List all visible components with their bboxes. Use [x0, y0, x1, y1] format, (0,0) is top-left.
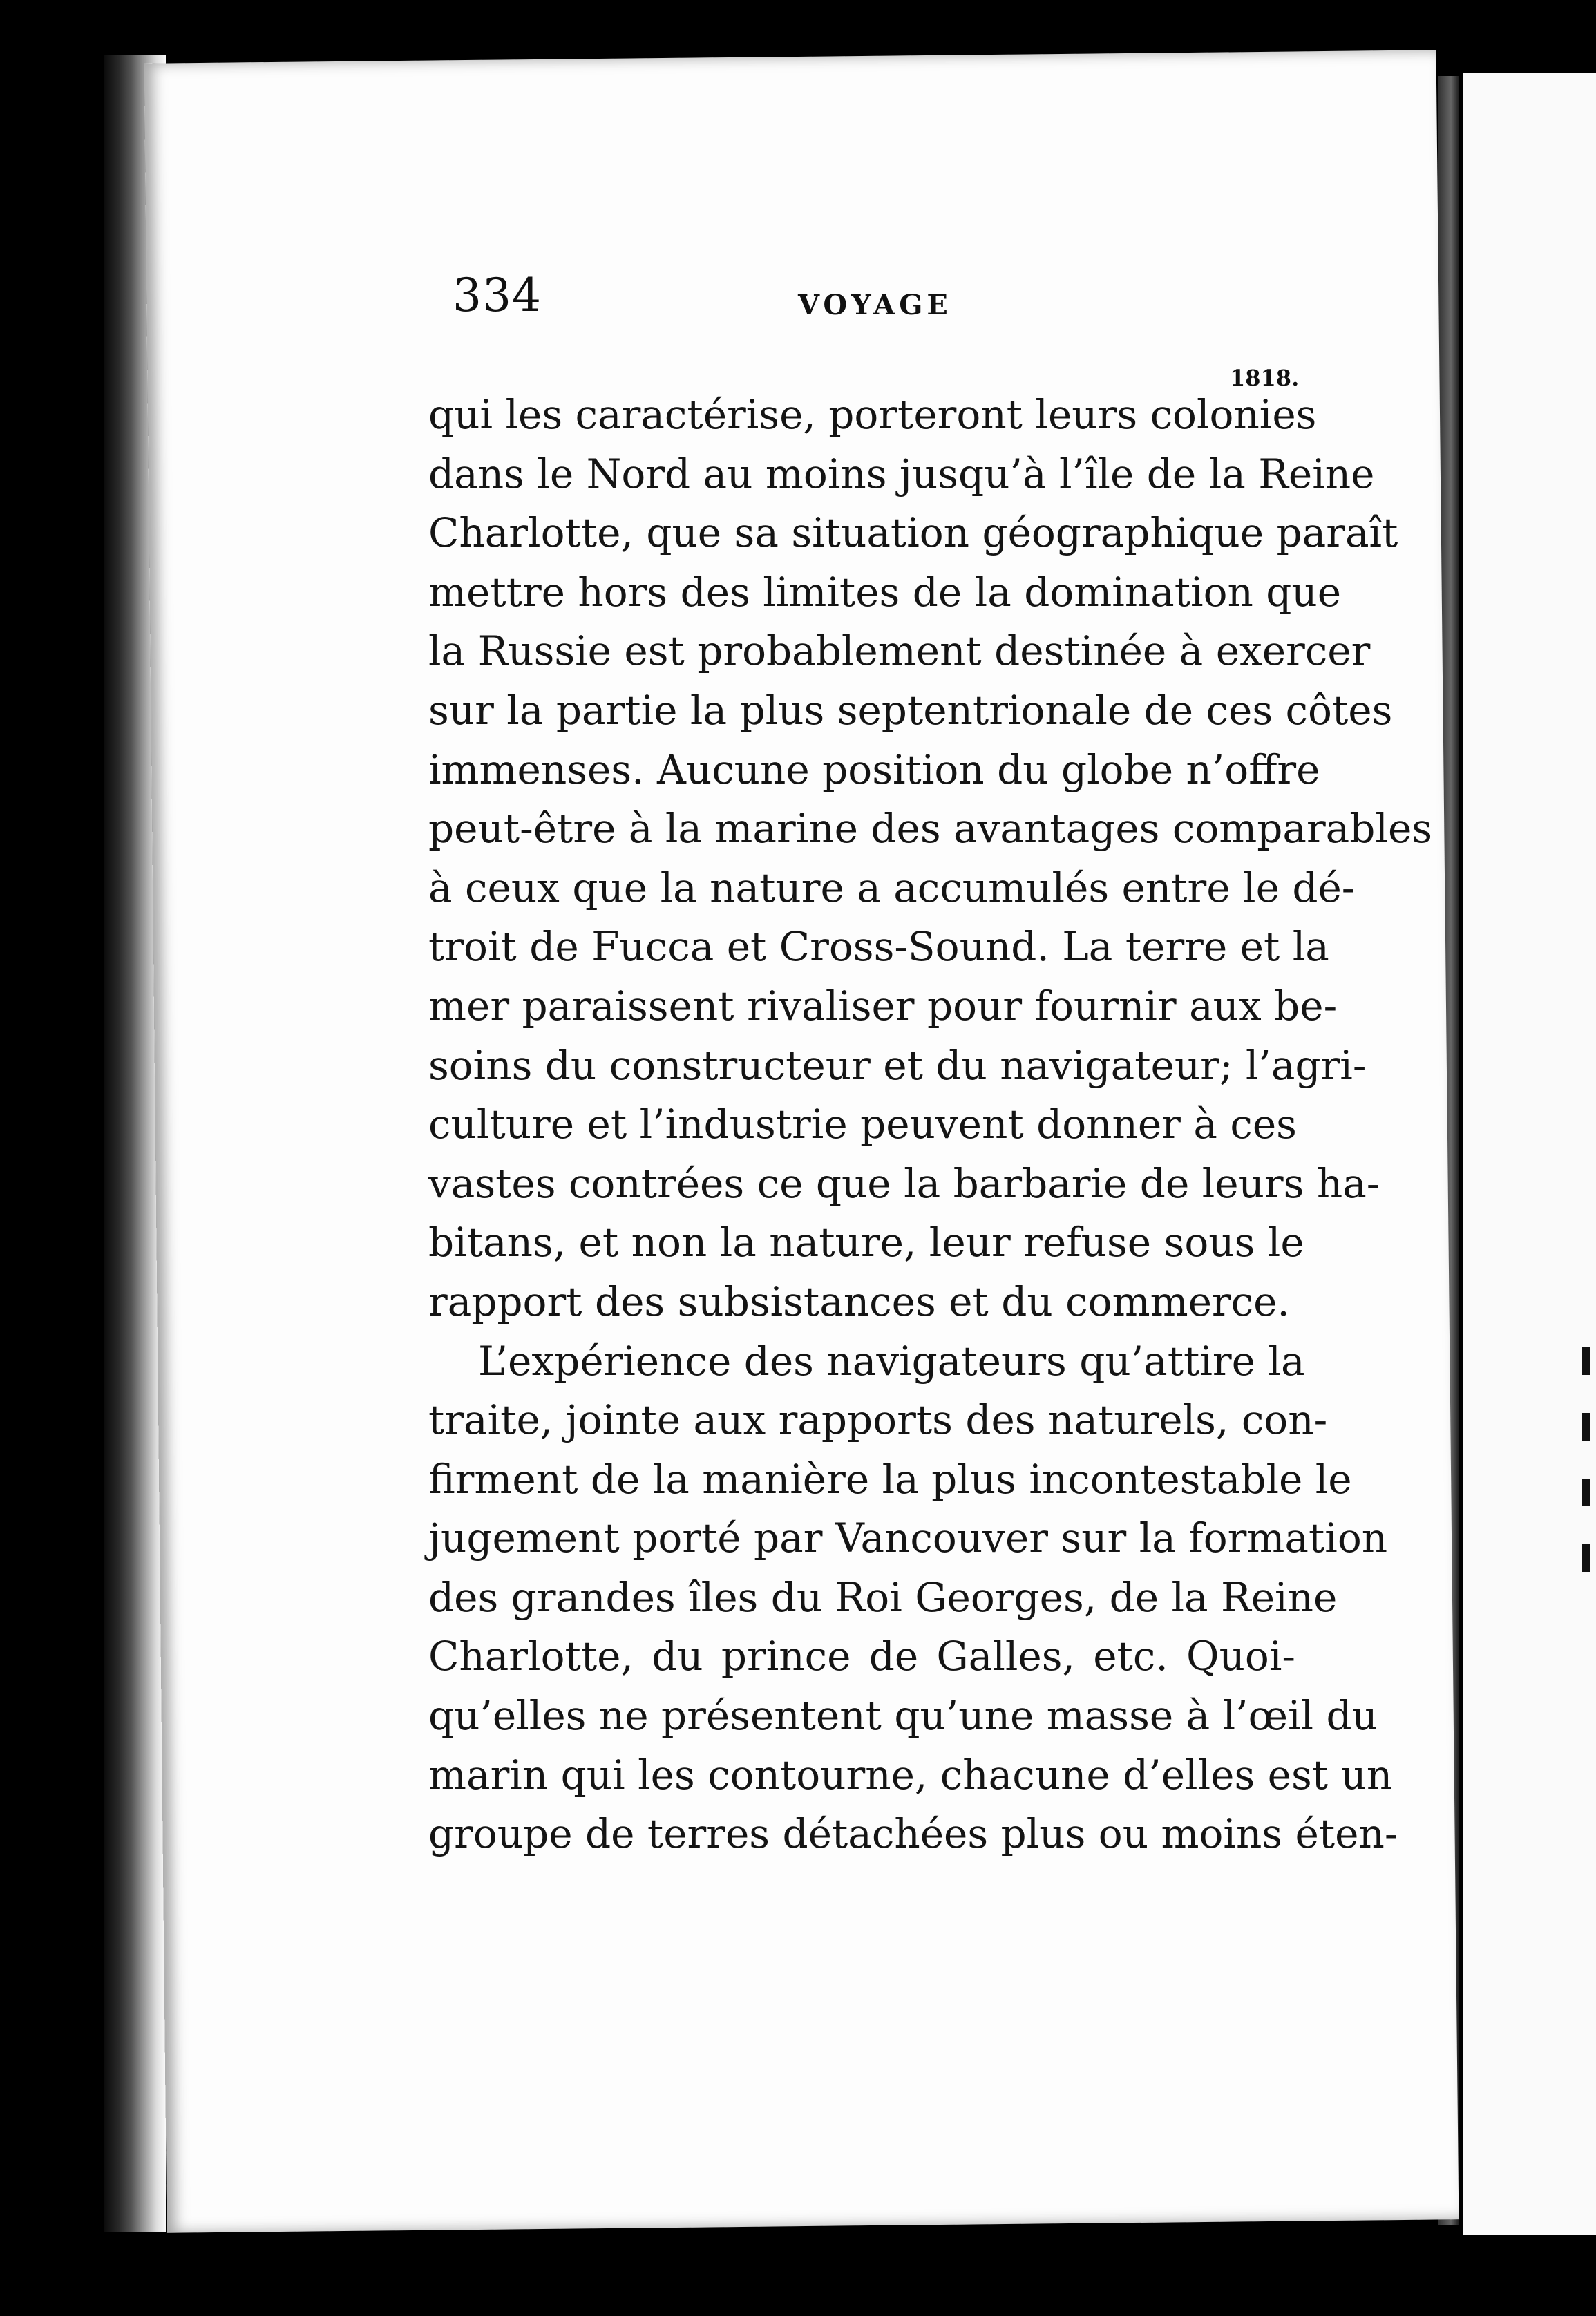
text-line: traite, jointe aux rapports des naturels, con- — [428, 1396, 1328, 1444]
text-line: bitans, et non la nature, leur refuse sous le — [428, 1219, 1304, 1266]
text-line: Charlotte, du prince de Galles, etc. Quoi- — [428, 1633, 1295, 1680]
body-text — [428, 386, 1433, 1864]
running-head: VOYAGE — [798, 289, 952, 321]
text-line: soins du constructeur et du navigateur; l’agri- — [428, 1041, 1367, 1089]
text-line: vastes contrées ce que la barbarie de leurs ha- — [428, 1159, 1380, 1207]
text-line: marin qui les contourne, chacune d’elles est un — [428, 1751, 1393, 1798]
facing-page-edge — [1463, 73, 1596, 2235]
text-line: rapport des subsistances et du commerce. — [428, 1278, 1290, 1325]
margin-year: 1818. — [1230, 365, 1300, 391]
text-line: mettre hors des limites de la domination que — [428, 568, 1342, 616]
text-line: troit de Fucca et Cross-Sound. La terre et la — [428, 923, 1329, 971]
page-number: 334 — [453, 269, 542, 322]
text-line: peut-être à la marine des avantages comparables — [428, 805, 1433, 853]
text-line: Charlotte, que sa situation géographique paraît — [428, 509, 1398, 557]
text-line: culture et l’industrie peuvent donner à ces — [428, 1101, 1297, 1148]
text-line: mer paraissent rivaliser pour fournir aux be- — [428, 982, 1338, 1029]
text-line: firment de la manière la plus incontestable le — [428, 1455, 1352, 1503]
text-line: groupe de terres détachées plus ou moins éten- — [428, 1810, 1398, 1858]
text-line: sur la partie la plus septentrionale de ces côtes — [428, 686, 1393, 734]
text-line: à ceux que la nature a accumulés entre le dé- — [428, 864, 1356, 911]
text-line: la Russie est probablement destinée à exercer — [428, 627, 1371, 675]
text-line: jugement porté par Vancouver sur la formation — [428, 1515, 1388, 1562]
page-header — [290, 231, 1299, 322]
text-line: qu’elles ne présentent qu’une masse à l’œil du — [428, 1692, 1378, 1740]
text-line: des grandes îles du Roi Georges, de la Reine — [428, 1573, 1338, 1621]
facing-page-text-fragments — [1582, 1347, 1596, 1582]
text-line: qui les caractérise, porteront leurs colonies — [428, 391, 1317, 438]
text-line: L’expérience des navigateurs qu’attire la — [478, 1337, 1305, 1385]
text-line: immenses. Aucune position du globe n’offre — [428, 746, 1320, 793]
text-line: dans le Nord au moins jusqu’à l’île de la Reine — [428, 450, 1375, 497]
